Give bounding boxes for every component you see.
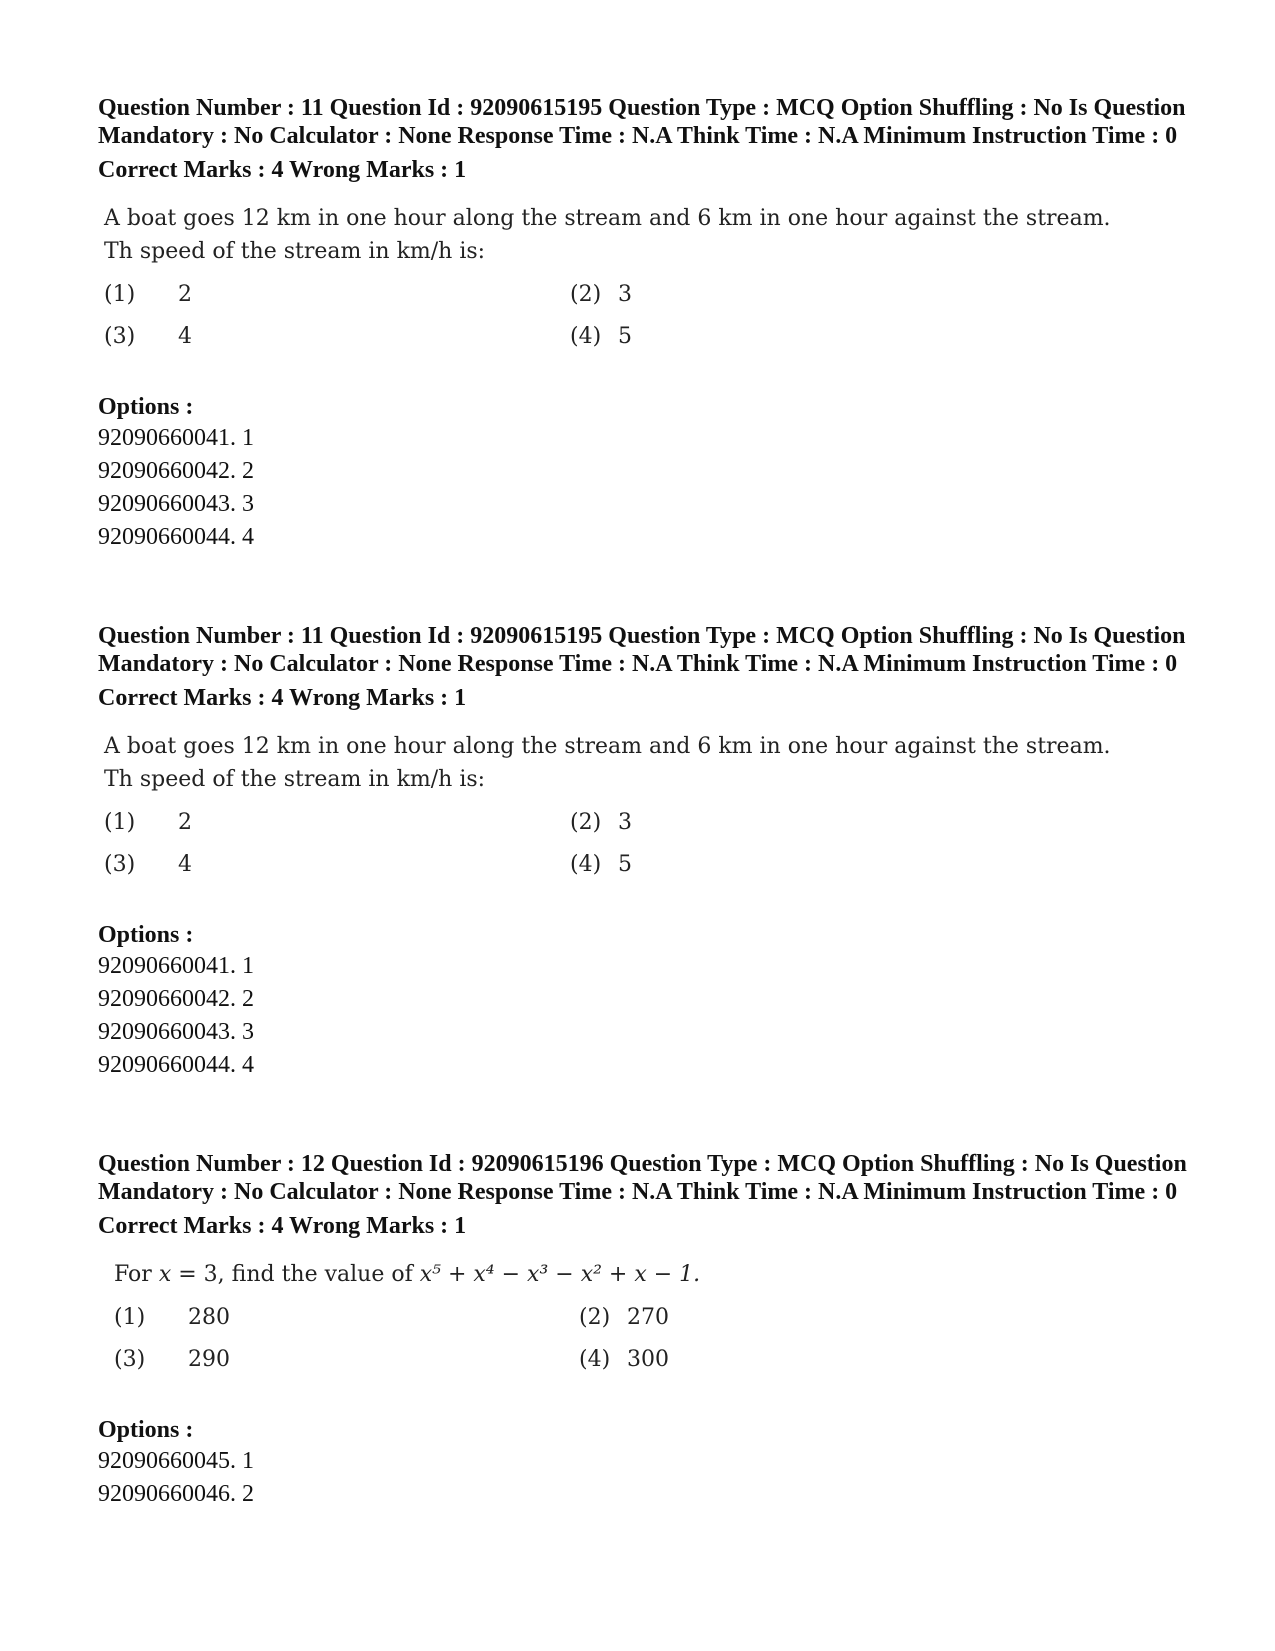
choice-number: (4) [570,324,602,349]
choice-3 [104,324,192,349]
stem-prefix: For [114,1262,159,1287]
answer-choices [98,282,1198,370]
choice-value: 3 [618,282,632,307]
choice-1 [114,1305,230,1330]
choice-number: (1) [104,282,136,307]
question-stem [98,1258,1124,1291]
question-block-2 [98,622,1198,1082]
choice-value: 300 [627,1347,669,1372]
options-label: Options : [98,922,194,948]
choice-value: 5 [618,324,632,349]
choice-value: 5 [618,852,632,877]
choice-value: 280 [188,1305,230,1330]
marks-line: Correct Marks : 4 Wrong Marks : 1 [98,1213,467,1239]
choice-2 [570,810,632,835]
option-line: 92090660042. 2 [98,458,254,484]
option-line: 92090660043. 3 [98,491,254,517]
marks-line: Correct Marks : 4 Wrong Marks : 1 [98,685,467,711]
stem-expression: x⁵ + x⁴ − x³ − x² + x − 1. [419,1262,701,1287]
choice-number: (4) [579,1347,611,1372]
stem-variable: x [158,1262,172,1287]
choice-4 [570,324,632,349]
choice-2 [579,1305,669,1330]
choice-number: (3) [104,852,136,877]
choice-value: 290 [188,1347,230,1372]
choice-number: (1) [104,810,136,835]
question-meta: Question Number : 11 Question Id : 92090615195 Question Type : MCQ Option Shuffling : No Is Question Mandatory : No Calculator : None Response Time : N.A Think Time : N.A Minimum Instruction Time : 0 [98,623,1186,677]
options-label: Options : [98,1417,194,1443]
choice-4 [579,1347,669,1372]
choice-number: (4) [570,852,602,877]
question-block-3 [98,1150,1198,1511]
answer-choices [98,810,1198,898]
choice-number: (3) [104,324,136,349]
stem-middle: = 3, find the value of [171,1262,420,1287]
question-meta: Question Number : 11 Question Id : 92090615195 Question Type : MCQ Option Shuffling : No Is Question Mandatory : No Calculator : None Response Time : N.A Think Time : N.A Minimum Instruction Time : 0 [98,95,1186,149]
option-line: 92090660044. 4 [98,1052,254,1078]
choice-1 [104,282,192,307]
options-label: Options : [98,394,194,420]
option-line: 92090660042. 2 [98,986,254,1012]
choice-3 [104,852,192,877]
choice-1 [104,810,192,835]
question-block-1 [98,94,1198,554]
option-line: 92090660043. 3 [98,1019,254,1045]
choice-value: 3 [618,810,632,835]
question-stem: A boat goes 12 km in one hour along the stream and 6 km in one hour against the stream. Th speed of the stream in km/h is: [104,734,1111,792]
choice-value: 4 [178,852,192,877]
choice-number: (2) [570,810,602,835]
marks-line: Correct Marks : 4 Wrong Marks : 1 [98,157,467,183]
option-line: 92090660045. 1 [98,1448,254,1474]
answer-choices [98,1305,1198,1393]
option-line: 92090660041. 1 [98,425,254,451]
question-meta: Question Number : 12 Question Id : 92090615196 Question Type : MCQ Option Shuffling : No Is Question Mandatory : No Calculator : None Response Time : N.A Think Time : N.A Minimum Instruction Time : 0 [98,1151,1187,1205]
choice-3 [114,1347,230,1372]
option-line: 92090660041. 1 [98,953,254,979]
question-stem: A boat goes 12 km in one hour along the stream and 6 km in one hour against the stream. Th speed of the stream in km/h is: [104,206,1111,264]
choice-number: (1) [114,1305,146,1330]
choice-value: 2 [178,810,192,835]
choice-4 [570,852,632,877]
choice-value: 4 [178,324,192,349]
choice-number: (2) [570,282,602,307]
choice-number: (2) [579,1305,611,1330]
option-line: 92090660046. 2 [98,1481,254,1507]
choice-value: 2 [178,282,192,307]
choice-number: (3) [114,1347,146,1372]
choice-2 [570,282,632,307]
option-line: 92090660044. 4 [98,524,254,550]
choice-value: 270 [627,1305,669,1330]
